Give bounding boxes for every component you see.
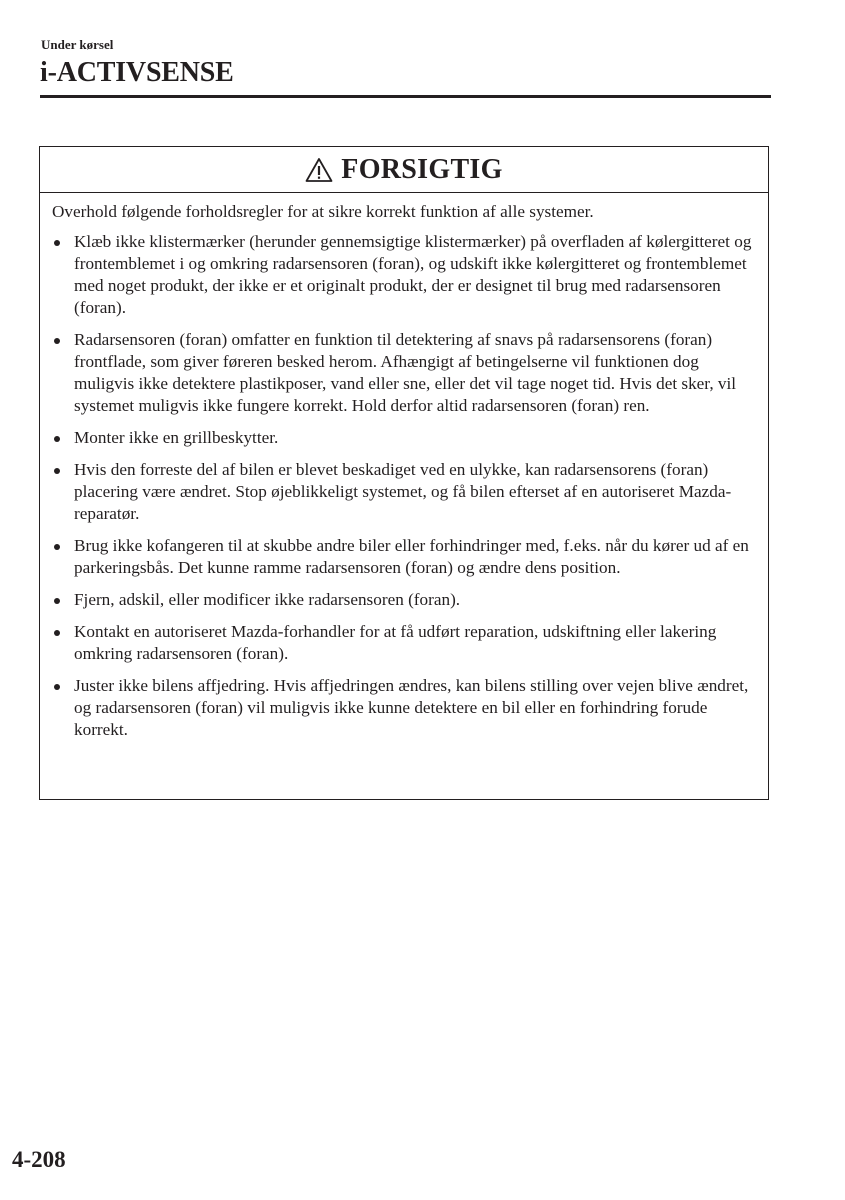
chapter-title: i-ACTIVSENSE	[40, 57, 234, 88]
bullet-icon	[54, 544, 60, 550]
list-item	[52, 459, 756, 525]
list-item	[52, 621, 756, 665]
bullet-icon	[54, 630, 60, 636]
list-item	[52, 535, 756, 579]
bullet-icon	[54, 598, 60, 604]
list-item	[52, 231, 756, 319]
caution-body	[40, 193, 768, 741]
list-item	[52, 675, 756, 741]
list-item-text: Brug ikke kofangeren til at skubbe andre biler eller forhindringer med, f.eks. når du kører ud af en parkeringsbås. Det kunne ramme radarsensoren (foran) og ændre dens position.	[74, 536, 749, 577]
list-item-text: Juster ikke bilens affjedring. Hvis affjedringen ændres, kan bilens stilling over vejen blive ændret, og radarsensoren (foran) vil muligvis ikke kunne detektere en bil eller en forhindring forude korrekt.	[74, 676, 749, 739]
list-item	[52, 427, 756, 449]
caution-box	[39, 146, 769, 800]
list-item-text: Klæb ikke klistermærker (herunder gennemsigtige klistermærker) på overfladen af kølergitteret og frontemblemet i og omkring radarsensoren (foran), og udskift ikke kølergitteret og frontemblemet med noget produkt, der ikke er et originalt produkt, der er designet til brug med radarsensoren (foran).	[74, 232, 752, 317]
list-item-text: Monter ikke en grillbeskytter.	[74, 428, 279, 447]
caution-title: FORSIGTIG	[341, 153, 503, 185]
list-item	[52, 589, 756, 611]
list-item-text: Fjern, adskil, eller modificer ikke radarsensoren (foran).	[74, 590, 461, 609]
list-item-text: Radarsensoren (foran) omfatter en funktion til detektering af snavs på radarsensorens (foran) frontflade, som giver føreren besked herom. Afhængigt af betingelserne vil funktionen dog muligvis ikke detektere plastikposer, vand eller sne, eller det vil tage noget tid. Hvis det sker, vil systemet muligvis ikke fungere korrekt. Hold derfor altid radarsensoren (foran) ren.	[74, 330, 737, 415]
caution-intro: Overhold følgende forholdsregler for at sikre korrekt funktion af alle systemer.	[52, 202, 594, 221]
bullet-icon	[54, 468, 60, 474]
caution-header	[40, 147, 768, 193]
bullet-icon	[54, 240, 60, 246]
bullet-icon	[54, 684, 60, 690]
bullet-icon	[54, 436, 60, 442]
bullet-icon	[54, 338, 60, 344]
list-item-text: Hvis den forreste del af bilen er blevet beskadiget ved en ulykke, kan radarsensorens (foran) placering være ændret. Stop øjeblikkeligt systemet, og få bilen efterset af en autoriseret Mazda-reparatør.	[74, 460, 732, 523]
page-number: 4-208	[12, 1147, 66, 1172]
list-item-text: Kontakt en autoriseret Mazda-forhandler for at få udført reparation, udskiftning eller lakering omkring radarsensoren (foran).	[74, 622, 717, 663]
list-item	[52, 329, 756, 417]
warning-triangle-icon	[305, 157, 333, 183]
caution-list	[52, 231, 756, 741]
section-label: Under kørsel	[41, 37, 114, 52]
title-rule	[40, 95, 771, 98]
